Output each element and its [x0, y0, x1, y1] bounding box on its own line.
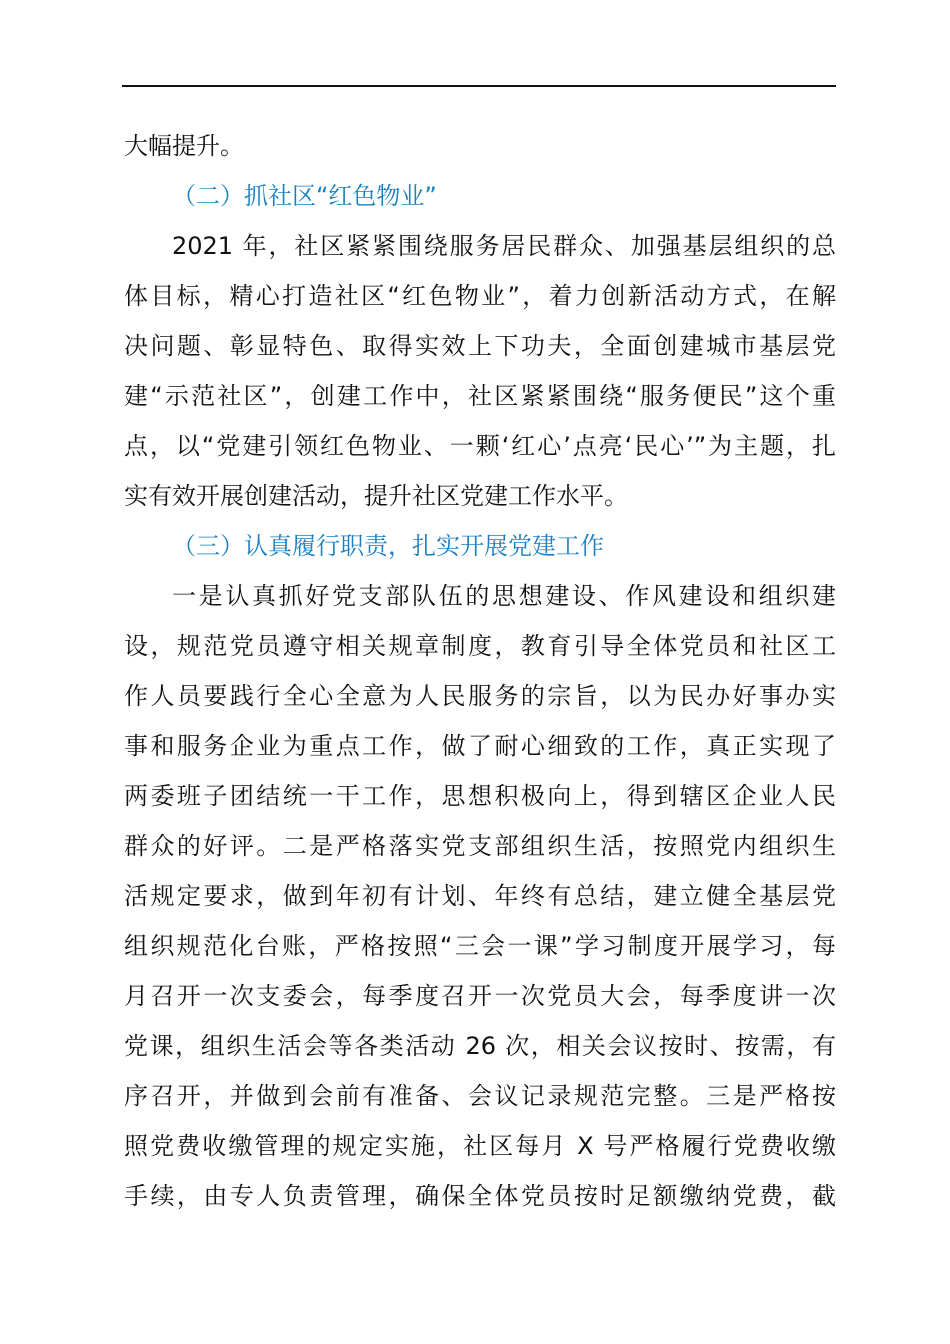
text-line: 两委班子团结统一干工作，思想积极向上，得到辖区企业人民	[124, 782, 836, 810]
text-line: 群众的好评。二是严格落实党支部组织生活，按照党内组织生	[124, 832, 836, 860]
section-heading: （二）抓社区“红色物业”	[172, 182, 437, 210]
text-line: 党课，组织生活会等各类活动 26 次，相关会议按时、按需，有	[124, 1032, 836, 1060]
section-heading: （三）认真履行职责，扎实开展党建工作	[172, 532, 604, 560]
text-line: 照党费收缴管理的规定实施，社区每月 X 号严格履行党费收缴	[124, 1132, 836, 1160]
text-line: 2021 年，社区紧紧围绕服务居民群众、加强基层组织的总	[172, 232, 836, 260]
document-body	[124, 121, 836, 1221]
text-line: 活规定要求，做到年初有计划、年终有总结，建立健全基层党	[124, 882, 836, 910]
text-line: 决问题、彰显特色、取得实效上下功夫，全面创建城市基层党	[124, 332, 836, 360]
text-line: 组织规范化台账，严格按照“三会一课”学习制度开展学习，每	[124, 932, 836, 960]
text-line: 设，规范党员遵守相关规章制度，教育引导全体党员和社区工	[124, 632, 836, 660]
header-rule	[122, 85, 836, 87]
text-line: 手续，由专人负责管理，确保全体党员按时足额缴纳党费，截	[124, 1182, 836, 1210]
text-line: 大幅提升。	[124, 132, 244, 160]
text-line: 事和服务企业为重点工作，做了耐心细致的工作，真正实现了	[124, 732, 836, 760]
text-line: 一是认真抓好党支部队伍的思想建设、作风建设和组织建	[172, 582, 836, 610]
text-line: 序召开，并做到会前有准备、会议记录规范完整。三是严格按	[124, 1082, 836, 1110]
text-line: 点，以“党建引领红色物业、一颗‘红心’点亮‘民心’”为主题，扎	[124, 432, 836, 460]
text-line: 实有效开展创建活动，提升社区党建工作水平。	[124, 482, 628, 510]
text-line: 月召开一次支委会，每季度召开一次党员大会，每季度讲一次	[124, 982, 836, 1010]
text-line: 建“示范社区”，创建工作中，社区紧紧围绕“服务便民”这个重	[124, 382, 836, 410]
text-line: 作人员要践行全心全意为人民服务的宗旨，以为民办好事办实	[124, 682, 836, 710]
text-line: 体目标，精心打造社区“红色物业”，着力创新活动方式，在解	[124, 282, 836, 310]
